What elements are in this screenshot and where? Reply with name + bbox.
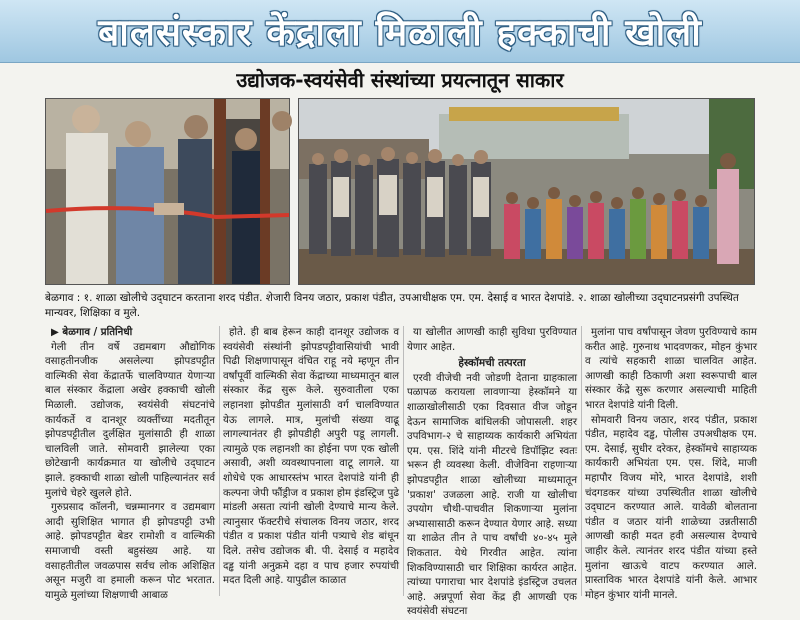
column-1: [45, 326, 215, 601]
paragraph-2: गुरुप्रसाद कॉलनी, चन्नम्मानगर व उद्यमबाग आदी सुशिक्षित भागात ही झोपडपट्टी उभी आहे. झोपडपट्टीत बेडर रामोशी व वाल्मिकी समाजाची वस्ती बहुसंख्य आहे. या वसाहतीतील जवळपास सर्वच लोक अशिक्षित असून मजुरी वा हमाली करून पोट भरतात. यामुळे मुलांच्या शिक्षणाची आबाळ: [45, 502, 215, 601]
article-body: [45, 326, 757, 618]
paragraph-4: या खोलीत आणखी काही सुविधा पुरविण्यात येणार आहेत.: [407, 327, 577, 353]
group-photo: [298, 98, 755, 285]
column-divider: [581, 326, 582, 596]
column-divider: [219, 326, 220, 596]
section-subheading: हेस्कॉमची तत्परता: [458, 357, 526, 370]
column-divider: [403, 326, 404, 596]
column-4: [585, 326, 757, 601]
byline: ▶ बेळगाव / प्रतिनिधी: [51, 327, 133, 338]
ribbon-cutting-photo: [45, 98, 290, 285]
paragraph-3: होते. ही बाब हेरून काही दानशूर उद्योजक व स्वयंसेवी संस्थांनी झोपडपट्टीवासियांची भावी पिढी शिक्षणापासून वंचित राहू नये म्हणून तीन वर्षांपूर्वी वाल्मिकी सेवा केंद्राच्या माध्यमातून बाल संस्कार केंद्र सुरू केले. सुरुवातीला एका लहानशा झोपडीत मुलांसाठी वर्ग चालविण्यात येऊ लागले. मात्र, मुलांची संख्या वाढू लागल्यानंतर ही झोपडीही अपुरी पडू लागली. त्यामुळे एक लहानशी का होईना पण एक खोली असावी, अशी व्यवस्थापनाला वाटू लागले. या शोधेचे एक आधारस्तंभ भारत देशपांडे यांनी ही कल्पना जेपी फौंड्रीज व प्रकाश होम इंडस्ट्रिज पुढे मांडली असता त्यांनी खोली देण्याचे मान्य केले. त्यानुसार फॅक्टरीचे संचालक विनय जठार, शरद पंडीत व प्रकाश पंडीत यांनी पत्र्याचे शेड बांधून दिले. तसेच उद्योजक बी. पी. देसाई व महादेव दड्ढ यांनी अनुक्रमे दहा व पाच हजार रुपयांची मदत दिली आहे. यापुढील काळात: [223, 327, 399, 587]
photo-caption: बेळगाव : १. शाळा खोलीचे उद्‌घाटन करताना शरद पंडीत. शेजारी विनय जठार, प्रकाश पंडीत, उपआधीक्षक एम. एम. देसाई व भारत देशपांडे. २. शाळा खोलीच्या उद्‌घाटनप्रसंगी उपस्थित मान्यवर, शिक्षिका व मुले.: [45, 292, 739, 319]
headline-banner: [0, 0, 800, 63]
subheadline: उद्योजक-स्वयंसेवी संस्थांच्या प्रयत्नातून साकार: [236, 68, 564, 92]
headline: बालसंस्कार केंद्राला मिळाली हक्काची खोली: [98, 11, 702, 54]
paragraph-5: एरवी वीजेची नवी जोडणी देताना ग्राहकाला पळापळ करायला लावणाऱ्या हेस्कॉमने या शाळाखोलीसाठी एका दिवसात वीज जोडून देऊन सामाजिक बांधिलकी जोपासली. शहर उपविभाग-२ चे साहाय्यक कार्यकारी अभियंता एम. एस. शिंदे यांनी मीटरचे डिपॉझिट स्वतः भरून ही व्यवस्था केली. वीजेविना राहणाऱ्या झोपडपट्टीत शाळा खोलीच्या माध्यमातून 'प्रकाश' उजळला आहे. राजी या खोलीचा उपयोग चौथी-पाचवीत शिकणाऱ्या मुलांना अभ्यासासाठी करून देण्यात येणार आहे. सध्या या शाळेत तीन ते पाच वर्षांची ४०-४५ मुले शिकतात. येथे गिरवीत आहेत. त्यांना शिकविण्यासाठी चार शिक्षिका कार्यरत आहेत. त्यांच्या पगाराचा भार देशपांडे इंडस्ट्रिज उचलत आहे. अन्नपूर्णा सेवा केंद्र ही आणखी एक स्वयंसेवी संघटना: [407, 372, 577, 618]
paragraph-7: सोमवारी विनय जठार, शरद पंडीत, प्रकाश पंडीत, महादेव दड्ढ, पोलीस उपअधीक्षक एम. एम. देसाई, सुधीर दरेकर, हेस्कॉमचे साहाय्यक कार्यकारी अभियंता एम. एस. शिंदे, माजी महापौर विजय मोरे, भारत देशपांडे, शशी चंदगडकर यांच्या उपस्थितीत शाळा खोलीचे उद्‌घाटन करण्यात आले. यावेळी बोलताना पंडीत व जठार यांनी शाळेच्या उन्नतीसाठी आणखी काही मदत हवी असल्यास देण्याचे जाहीर केले. त्यानंतर शरद पंडीत यांच्या हस्ते मुलांना खाऊचे वाटप करण्यात आले. प्रास्ताविक भारत देशपांडे यांनी केले. आभार मोहन कुंभार यांनी मानले.: [585, 414, 757, 601]
column-3: [407, 326, 577, 618]
group-photo-image: [299, 99, 754, 284]
column-2: [223, 326, 399, 596]
ribbon-cutting-photo-image: [46, 99, 289, 284]
paragraph-6: मुलांना पाच वर्षांपासून जेवण पुरविण्याचे काम करीत आहे. गुरुनाथ भादवणकर, मोहन कुंभार व त्यांचे सहकारी शाळा चालवित आहेत. आणखी काही ठिकाणी अशा स्वरूपाची बाल संस्कार केंद्रे सुरू करणार असल्याची माहिती भारत देशपांडे यांनी दिली.: [585, 327, 757, 411]
paragraph-1: गेली तीन वर्षे उद्यमबाग औद्योगिक वसाहतीनजीक असलेल्या झोपडपट्टीत वाल्मिकी सेवा केंद्रातर्फे चालविण्यात येणाऱ्या बाल संस्कार केंद्राला अखेर हक्काची खोली मिळाली. उद्योजक, स्वयंसेवी संघटनांचे कार्यकर्ते व दानशूर व्यक्तींच्या मदतीतून झोपडपट्टीतील दुर्लक्षित मुलांसाठी ही शाळा चालविली जाते. सोमवारी झालेल्या एका छोटेखानी कार्यक्रमात या खोलीचे उद्‌घाटन झाले. हक्काची शाळा खोली पाहिल्यानंतर सर्व मुलांचे चेहरे खुलले होते.: [45, 341, 215, 499]
